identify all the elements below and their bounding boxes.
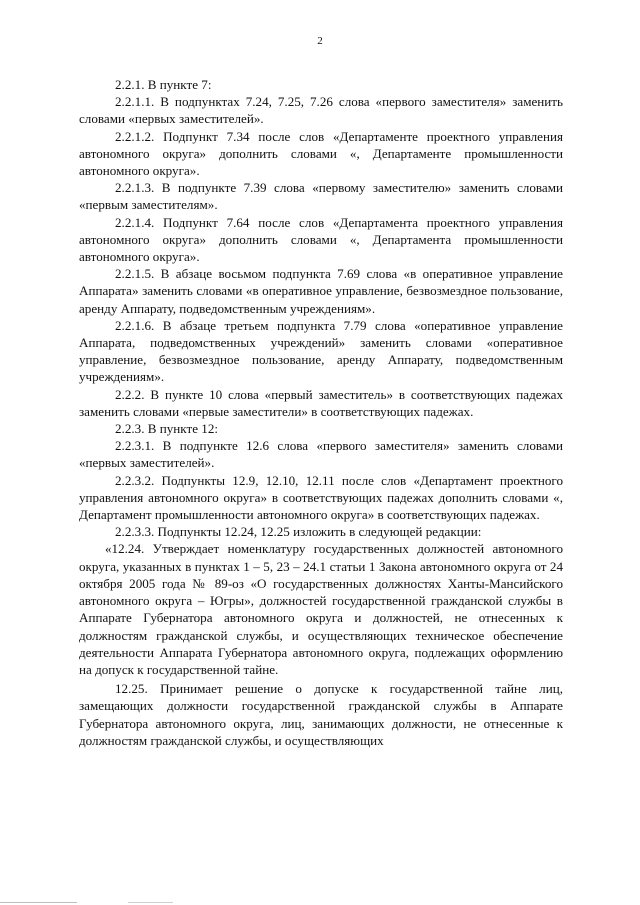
document-body xyxy=(79,76,563,749)
paragraph-2-2-2: 2.2.2. В пункте 10 слова «первый заместитель» в соответствующих падежах заменить словами «первые заместители» в соответствующих падежах. xyxy=(79,386,563,419)
paragraph-2-2-1-1: 2.2.1.1. В подпунктах 7.24, 7.25, 7.26 слова «первого заместителя» заменить словами «первых заместителей». xyxy=(79,94,563,127)
paragraph-12-25: 12.25. Принимает решение о допуске к государственной тайне лиц, замещающих должности государственной гражданской службы в Аппарате Губернатора автономного округа, лиц, занимающих должности, не отнесенные к должностям гражданской службы, и осуществляющих xyxy=(79,681,563,748)
paragraph-2-2-1: 2.2.1. В пункте 7: xyxy=(115,77,212,92)
paragraph-2-2-1-5: 2.2.1.5. В абзаце восьмом подпункта 7.69 слова «в оперативное управление Аппарата» заменить словами «в оперативное управление, безвозмездное пользование, аренду Аппарату, подведомственным учреждениям». xyxy=(79,266,563,316)
paragraph-2-2-3-3: 2.2.3.3. Подпункты 12.24, 12.25 изложить в следующей редакции: xyxy=(115,524,482,540)
paragraph-2-2-3: 2.2.3. В пункте 12: xyxy=(115,421,219,437)
paragraph-2-2-1-6: 2.2.1.6. В абзаце третьем подпункта 7.79 слова «оперативное управление Аппарата, подведомственных учреждений» заменить словами «оперативное управление, безвозмездное пользование, аренду Аппарату, подведомственным учреждениям». xyxy=(79,317,563,385)
paragraph-2-2-3-2: 2.2.3.2. Подпункты 12.9, 12.10, 12.11 после слов «Департамент проектного управления автономного округа» в соответствующих падежах дополнить словами «, Департамент промышленности автономного округа» в соответствующих падежах. xyxy=(79,472,563,523)
paragraph-2-2-1-3: 2.2.1.3. В подпункте 7.39 слова «первому заместителю» заменить словами «первым заместителям». xyxy=(79,180,563,213)
page-number: 2 xyxy=(317,35,323,47)
scan-edge-line xyxy=(0,902,640,903)
paragraph-2-2-3-1: 2.2.3.1. В подпункте 12.6 слова «первого заместителя» заменить словами «первых заместителей». xyxy=(79,438,563,471)
paragraph-12-24: «12.24. Утверждает номенклатуру государственных должностей автономного округа, указанных в пунктах 1 – 5, 23 – 24.1 статьи 1 Закона автономного округа от 24 октября 2005 года № 89-оз «О государственных должностях Ханты-Мансийского автономного округа – Югры», должностей государственной гражданской службы в Аппарате Губернатора автономного округа и должностей, не отнесенных к должностям гражданской службы, и осуществляющих техническое обеспечение деятельности Аппарата Губернатора автономного округа, подлежащих оформлению на допуск к государственной тайне. xyxy=(79,541,563,677)
paragraph-2-2-1-4: 2.2.1.4. Подпункт 7.64 после слов «Департамента проектного управления автономного округа» дополнить словами «, Департамента промышленности автономного округа». xyxy=(79,214,563,265)
paragraph-2-2-1-2: 2.2.1.2. Подпункт 7.34 после слов «Департаменте проектного управления автономного округа» дополнить словами «, Департаменте промышленности автономного округа». xyxy=(79,128,563,179)
